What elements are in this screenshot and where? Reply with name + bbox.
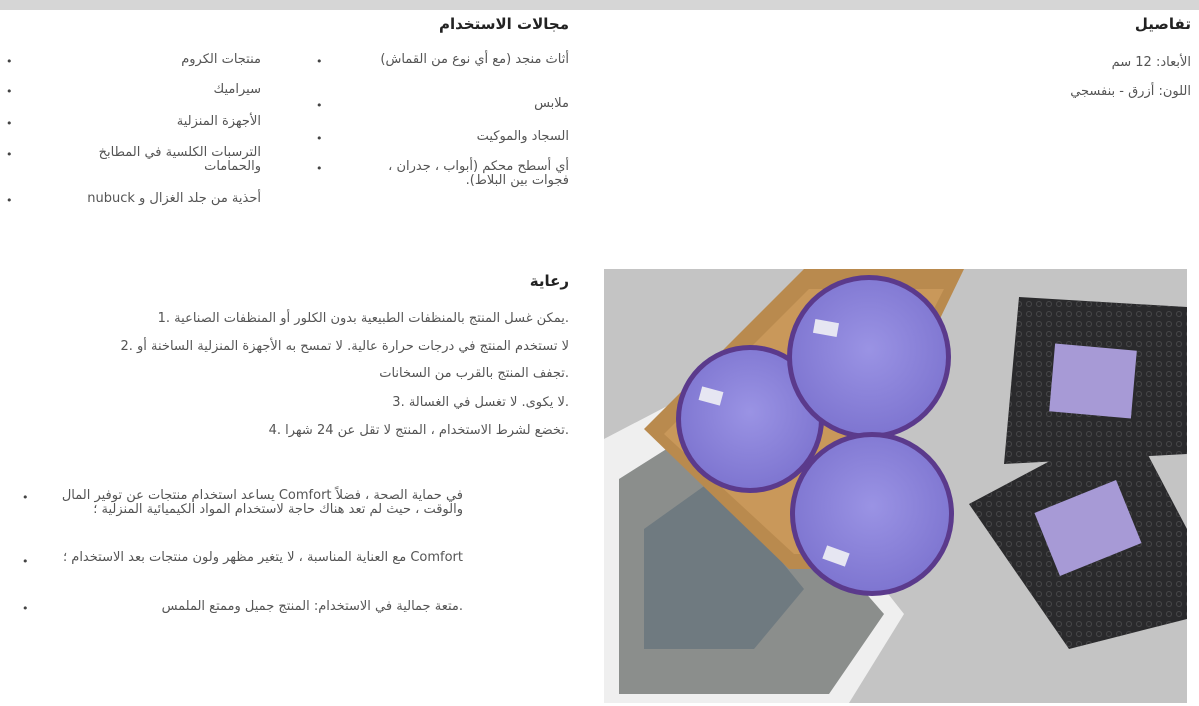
bullet-icon: •	[22, 491, 29, 504]
top-bar	[0, 0, 1199, 10]
bullet-icon: •	[316, 132, 323, 145]
care-line: .لا يكوى. لا تغسل في الغسالة .3	[392, 395, 569, 410]
care-line: .تخضع لشرط الاستخدام ، المنتج لا تقل عن 24 شهرا .4	[268, 423, 569, 438]
bullet-icon: •	[6, 55, 13, 68]
bullet-icon: •	[22, 555, 29, 568]
care-line: .تجفف المنتج بالقرب من السخانات	[379, 366, 569, 381]
details-color: اللون: أزرق - بنفسجي	[1070, 84, 1191, 99]
list-item: الأجهزة المنزلية	[176, 114, 261, 129]
bullet-icon: •	[6, 194, 13, 207]
list-item: السجاد والموكيت	[476, 129, 569, 144]
care-line: لا تستخدم المنتج في درجات حرارة عالية. لا تمسح به الأجهزة المنزلية الساخنة أو .2	[120, 339, 569, 354]
product-photo	[604, 269, 1187, 703]
bullet-icon: •	[6, 148, 13, 161]
list-item: أثاث منجد (مع أي نوع من القماش)	[380, 52, 569, 67]
list-item: في حماية الصحة ، فضلاً Comfort يساعد استخدام منتجات عن توفير المال والوقت ، حيث لم تعد هناك حاجة لاستخدام المواد الكيميائية المنزلية ؛	[61, 488, 463, 517]
details-title: تفاصيل	[1134, 15, 1191, 33]
cleaning-pad	[787, 275, 951, 439]
product-photo-illustration	[604, 269, 1187, 703]
bullet-icon: •	[22, 602, 29, 615]
details-dimensions: الأبعاد: 12 سم	[1111, 55, 1191, 70]
bullet-icon: •	[316, 55, 323, 68]
bullet-icon: •	[316, 162, 323, 175]
cleaning-pad	[790, 432, 954, 596]
list-item: الترسبات الكلسية في المطابخ والحمامات	[98, 145, 261, 174]
care-title: رعاية	[529, 272, 569, 290]
bullet-icon: •	[6, 85, 13, 98]
care-line: .يمكن غسل المنتج بالمنظفات الطبيعية بدون الكلور أو المنظفات الصناعية .1	[157, 311, 569, 326]
list-item: Comfort مع العناية المناسبة ، لا يتغير مظهر ولون منتجات بعد الاستخدام ؛	[63, 550, 463, 565]
list-item: سيراميك	[213, 82, 261, 97]
bullet-icon: •	[6, 117, 13, 130]
list-item: ملابس	[534, 96, 569, 111]
list-item: أحذية من جلد الغزال و nubuck	[87, 191, 261, 206]
list-item: منتجات الكروم	[181, 52, 261, 67]
list-item: .متعة جمالية في الاستخدام: المنتج جميل وممتع الملمس	[161, 599, 463, 614]
bullet-icon: •	[316, 99, 323, 112]
list-item: أي أسطح محكم (أبواب ، جدران ، فجوات بين البلاط).	[388, 159, 569, 188]
usage-title: مجالات الاستخدام	[439, 15, 569, 33]
